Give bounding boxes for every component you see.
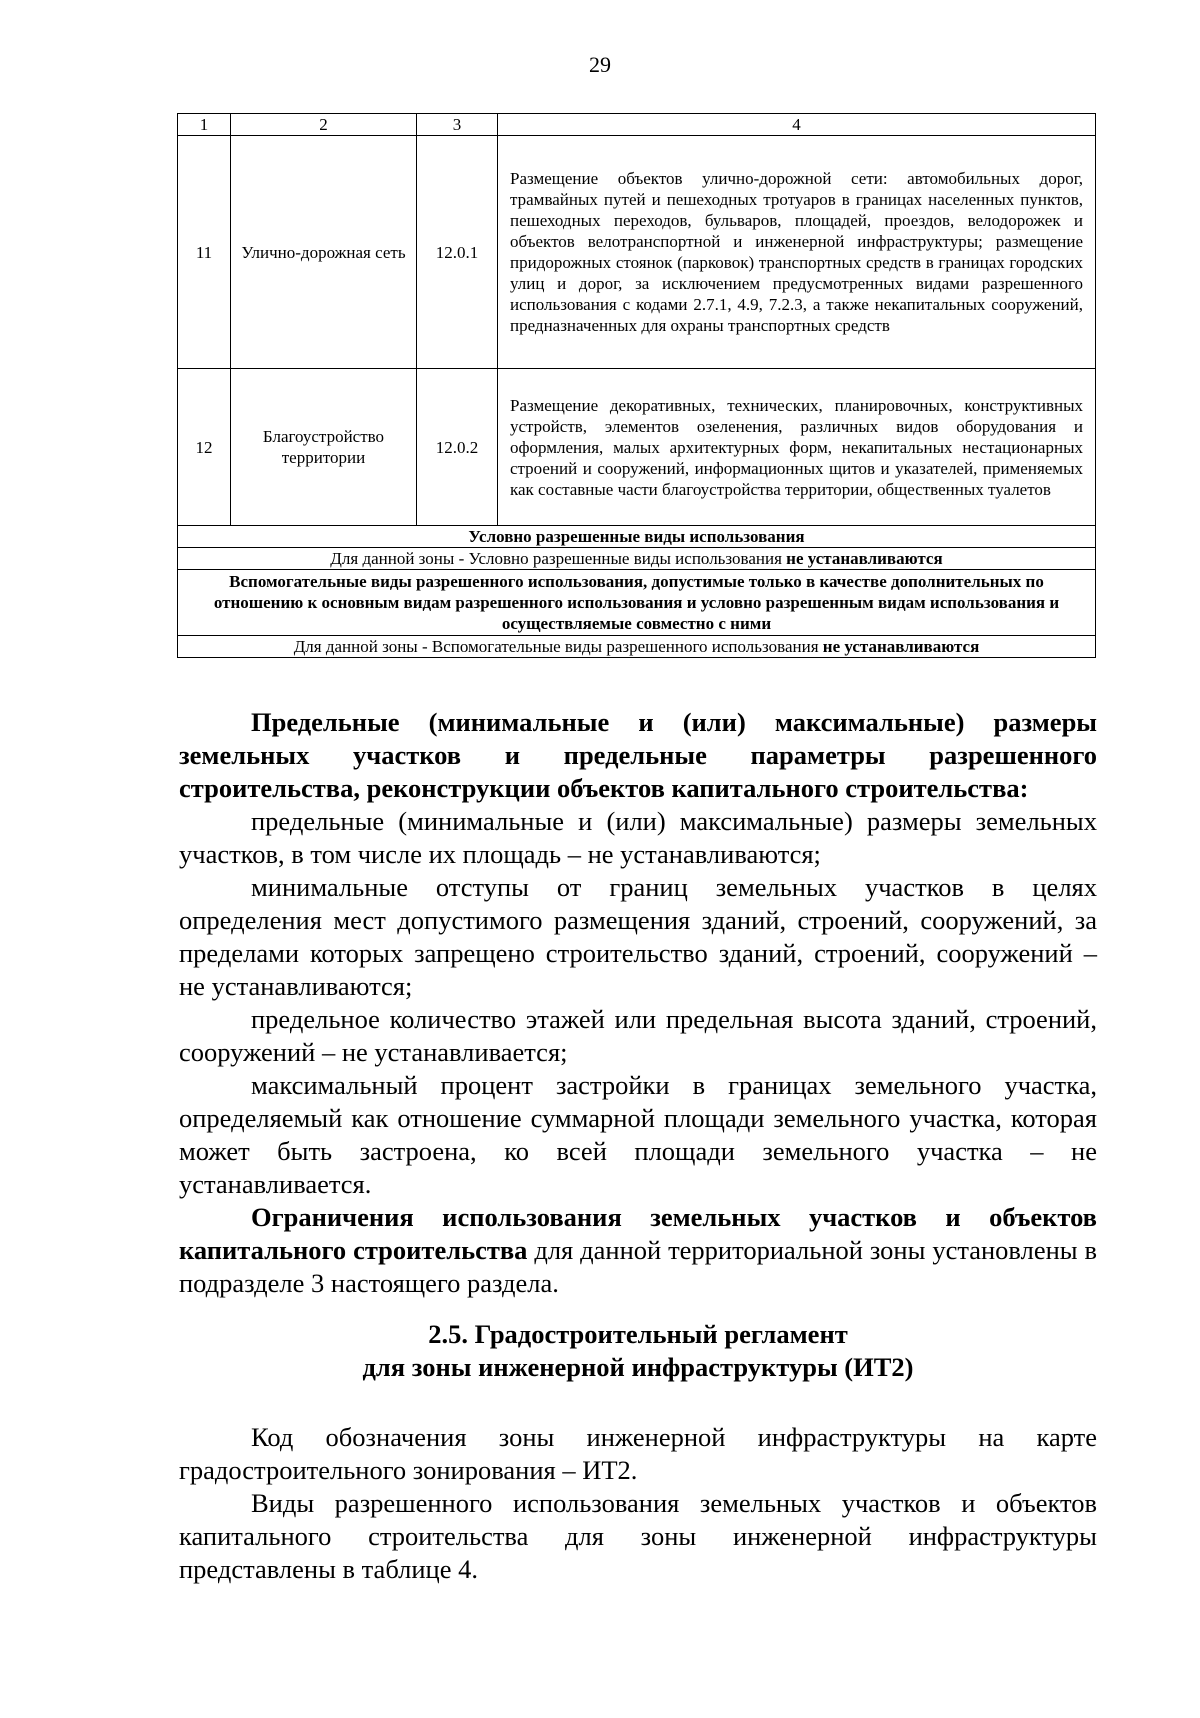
section-title-line2: для зоны инженерной инфраструктуры (ИТ2): [362, 1352, 914, 1382]
land-use-table: [177, 113, 1096, 658]
auxiliary-note-row: [178, 636, 1096, 658]
section-paragraph: Код обозначения зоны инженерной инфраструктуры на карте градостроительного зонирования – ИТ2.: [179, 1422, 1097, 1485]
section-title: [179, 1318, 1097, 1384]
conditional-note: [178, 548, 1096, 570]
auxiliary-note-bold: не устанавливаются: [822, 637, 980, 656]
conditional-note-bold: не устанавливаются: [786, 549, 943, 568]
row-number: 12: [178, 369, 231, 526]
row-use-name: Благоустройство территории: [231, 369, 417, 526]
limits-item: предельные (минимальные и (или) максимальные) размеры земельных участков, в том числе их площадь – не устанавливаются;: [179, 806, 1097, 869]
row-code: 12.0.2: [417, 369, 498, 526]
table-row: [178, 136, 1096, 369]
row-description: Размещение объектов улично-дорожной сети: автомобильных дорог, трамвайных путей и пешеходных тротуаров в границах населенных пунктов, пешеходных переходов, бульваров, площадей, проездов, велодорожек и объектов велотранспортной и инженерной инфраструктуры; размещение придорожных стоянок (парковок) транспортных средств в границах городских улиц и дорог, за исключением предусмотренных видами разрешенного использования с кодами 2.7.1, 4.9, 7.2.3, а также некапитальных сооружений, предназначенных для охраны транспортных средств: [498, 136, 1096, 369]
limits-section: [179, 706, 1097, 1300]
row-number: 11: [178, 136, 231, 369]
table-row: [178, 369, 1096, 526]
row-use-name: Улично-дорожная сеть: [231, 136, 417, 369]
conditional-note-text: Для данной зоны - Условно разрешенные виды использования: [330, 549, 787, 568]
conditional-note-row: [178, 548, 1096, 570]
section-body: [179, 1421, 1097, 1586]
row-code: 12.0.1: [417, 136, 498, 369]
auxiliary-heading: Вспомогательные виды разрешенного использования, допустимые только в качестве дополнительных по отношению к основным видам разрешенного использования и условно разрешенным видам использования и осуществляемые совместно с ними: [178, 570, 1096, 636]
page-number: 29: [589, 52, 611, 77]
limits-heading: Предельные (минимальные и (или) максимальные) размеры земельных участков и предельные параметры разрешенного строительства, реконструкции объектов капитального строительства:: [179, 707, 1097, 803]
limits-item: минимальные отступы от границ земельных участков в целях определения мест допустимого размещения зданий, строений, сооружений, за пределами которых запрещено строительство зданий, строений, сооружений – не устанавливаются;: [179, 872, 1097, 1001]
restrictions-rest: для данной территориальной зоны установлены в подразделе 3 настоящего раздела.: [179, 1235, 1097, 1298]
row-description: Размещение декоративных, технических, планировочных, конструктивных устройств, элементов озеленения, различных видов оборудования и оформления, малых архитектурных форм, некапитальных нестационарных строений и сооружений, информационных щитов и указателей, применяемых как составные части благоустройства территории, общественных туалетов: [498, 369, 1096, 526]
table-header-cell: 1: [178, 114, 231, 136]
auxiliary-note: [178, 636, 1096, 658]
conditional-heading: Условно разрешенные виды использования: [178, 526, 1096, 548]
restrictions-bold: Ограничения использования земельных участков и объектов капитального строительства: [179, 1202, 1097, 1265]
conditional-heading-row: [178, 526, 1096, 548]
restrictions-paragraph: [179, 1201, 1097, 1300]
table-header-cell: 3: [417, 114, 498, 136]
section-paragraph: Виды разрешенного использования земельных участков и объектов капитального строительства для зоны инженерной инфраструктуры представлены в таблице 4.: [179, 1488, 1097, 1584]
table-header-row: [178, 114, 1096, 136]
section-title-line1: 2.5. Градостроительный регламент: [428, 1319, 848, 1349]
table-header-cell: 2: [231, 114, 417, 136]
auxiliary-note-text: Для данной зоны - Вспомогательные виды разрешенного использования: [293, 637, 823, 656]
limits-item: предельное количество этажей или предельная высота зданий, строений, сооружений – не устанавливается;: [179, 1004, 1097, 1067]
table-header-cell: 4: [498, 114, 1096, 136]
limits-item: максимальный процент застройки в границах земельного участка, определяемый как отношение суммарной площади земельного участка, которая может быть застроена, ко всей площади земельного участка – не устанавливается.: [179, 1070, 1097, 1199]
auxiliary-heading-row: [178, 570, 1096, 636]
